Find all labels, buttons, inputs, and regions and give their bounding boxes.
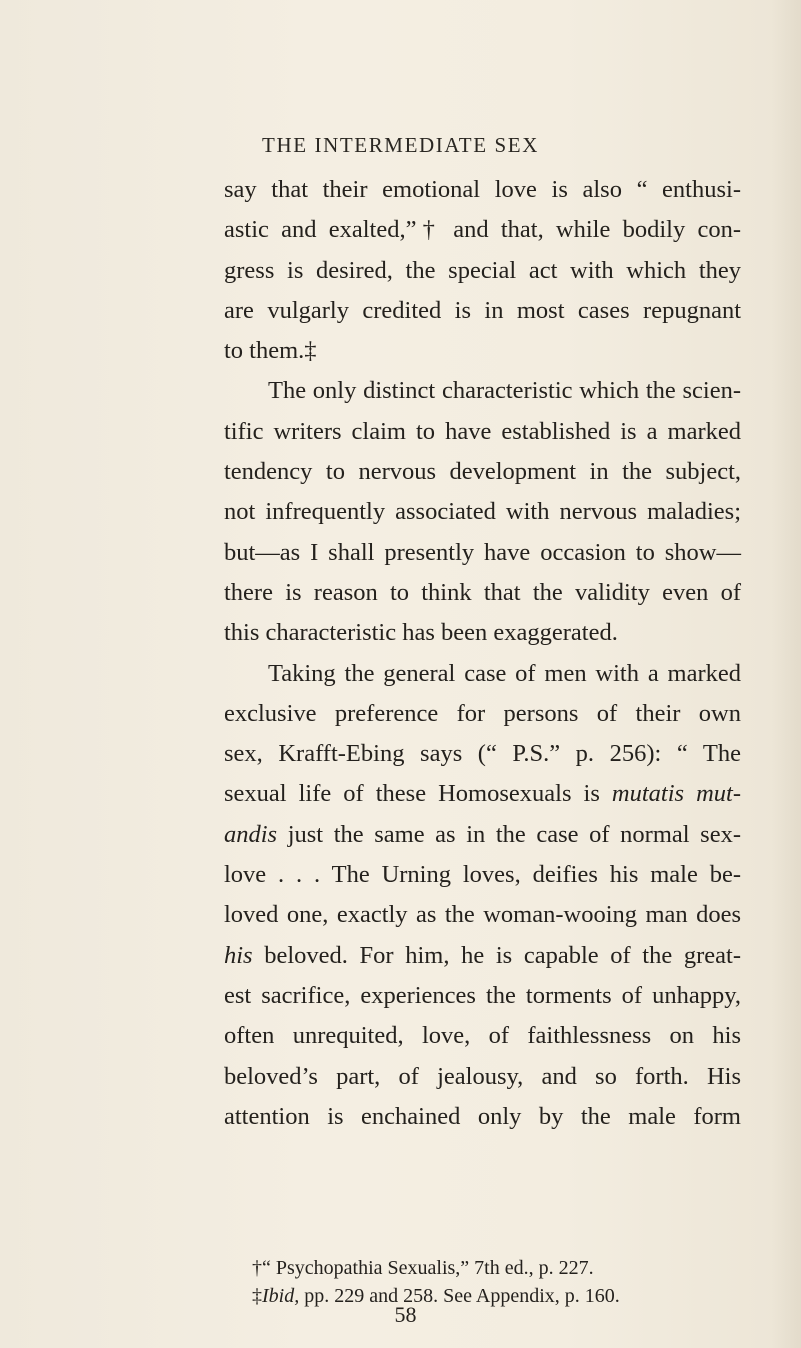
italic-text: mutatis mut-	[611, 780, 741, 808]
page-edge-shadow	[771, 0, 801, 1348]
footnote-text: pp. 229 and 258. See Appendix, p. 160.	[299, 1285, 620, 1307]
text-line: astic and exalted,”† and that, while bodily con-	[224, 216, 741, 244]
text-line: but—as I shall presently have occasion to show—	[224, 538, 741, 566]
footnote-mark: †	[252, 1257, 262, 1279]
footnote-text: “ Psychopathia Sexualis,” 7th ed., p. 227.	[262, 1257, 594, 1279]
italic-text: his	[224, 941, 253, 969]
text-line: tendency to nervous development in the subject,	[224, 458, 741, 486]
footnote-mark: ‡	[252, 1285, 262, 1307]
text-line: to them.‡	[224, 337, 317, 365]
text-line: love . . . The Urning loves, deifies his male be-	[224, 861, 741, 889]
text-line: often unrequited, love, of faithlessness on his	[224, 1022, 741, 1050]
text-line: attention is enchained only by the male form	[224, 1102, 741, 1130]
text-run: just the same as in the case of normal sex-	[277, 820, 741, 848]
text-line	[224, 815, 741, 855]
text-run: beloved. For him, he is capable of the great-	[252, 941, 741, 969]
text-line: beloved’s part, of jealousy, and so forth. His	[224, 1062, 741, 1090]
text-line: gress is desired, the special act with which they	[224, 256, 741, 284]
running-head: THE INTERMEDIATE SEX	[262, 133, 539, 157]
footnote-dagger	[224, 1254, 741, 1282]
text-line: there is reason to think that the validity even of	[224, 578, 741, 606]
text-run: sexual life of these Homosexuals is	[224, 780, 612, 808]
text-line: loved one, exactly as the woman-wooing man does	[224, 901, 741, 929]
text-line: est sacrifice, experiences the torments of unhappy,	[224, 981, 741, 1009]
text-line: tific writers claim to have established is a marked	[224, 417, 741, 445]
page-number: 58	[394, 1302, 417, 1327]
italic-text: andis	[224, 820, 278, 848]
footnote-italic: Ibid,	[262, 1285, 300, 1307]
body-text	[224, 170, 741, 1137]
text-line: say that their emotional love is also “ enthusi-	[224, 176, 741, 203]
text-line: not infrequently associated with nervous maladies;	[224, 498, 741, 526]
text-line: this characteristic has been exaggerated.	[224, 619, 618, 647]
text-line: exclusive preference for persons of their own	[224, 699, 741, 727]
text-line: The only distinct characteristic which the scien-	[268, 377, 741, 405]
text-line	[224, 774, 741, 814]
text-line	[224, 936, 741, 976]
text-line: sex, Krafft-Ebing says (“ P.S.” p. 256): “ The	[224, 740, 741, 768]
text-line: are vulgarly credited is in most cases repugnant	[224, 296, 741, 324]
text-line: Taking the general case of men with a marked	[268, 659, 741, 687]
